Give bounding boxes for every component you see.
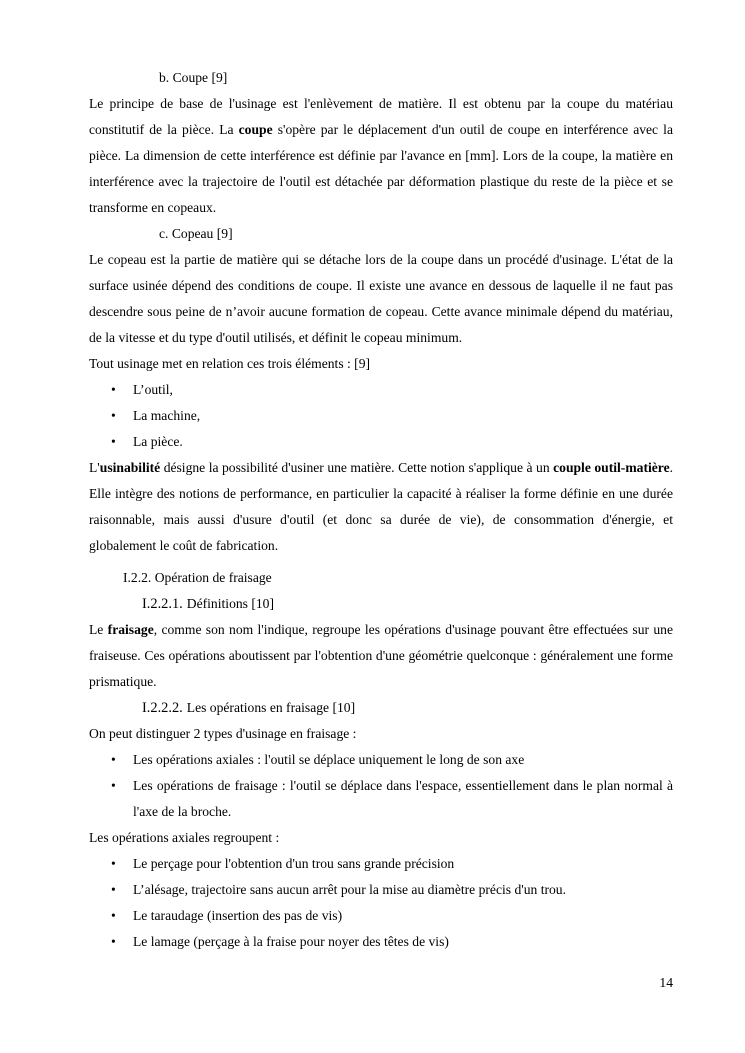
term-couple-outil-matiere: couple outil-matière	[553, 460, 670, 475]
page-number: 14	[659, 975, 673, 990]
heading-operation-fraisage: I.2.2. Opération de fraisage	[123, 570, 272, 585]
heading-number: I.2.2.2.	[142, 700, 183, 716]
list-item: • L’alésage, trajectoire sans aucun arrêt pour la mise au diamètre précis d'un trou.	[89, 877, 673, 903]
list-item: • L’outil,	[89, 377, 673, 403]
heading-number: I.2.2.1.	[142, 596, 183, 612]
paragraph-coupe: Le principe de base de l'usinage est l'enlèvement de matière. Il est obtenu par la coupe du matériau constitutif de la pièce. La coupe s'opère par le déplacement d'un outil de coupe en interférence avec la pièce. La dimension de cette interférence est définie par l'avance en [mm]. Lors de la coupe, la matière en interférence avec la trajectoire de l'outil est détachée par déformation plastique du reste de la pièce et se transforme en copeaux.	[89, 96, 673, 215]
page-body	[89, 65, 673, 955]
list-item: • La machine,	[89, 403, 673, 429]
term-usinabilite: usinabilité	[99, 460, 161, 475]
heading-copeau: c. Copeau [9]	[159, 226, 233, 241]
list-item: • La pièce.	[89, 429, 673, 455]
list-item: • Les opérations axiales : l'outil se déplace uniquement le long de son axe	[89, 747, 673, 773]
heading-definitions: I.2.2.1. Définitions [10]	[142, 596, 274, 612]
paragraph-types-usinage: On peut distinguer 2 types d'usinage en fraisage :	[89, 726, 357, 741]
elements-list	[89, 377, 673, 455]
list-item: • Les opérations de fraisage : l'outil se déplace dans l'espace, essentiellement dans le plan normal à l'axe de la broche.	[89, 773, 673, 825]
list-item: • Le taraudage (insertion des pas de vis)	[89, 903, 673, 929]
heading-operations-fraisage: I.2.2.2. Les opérations en fraisage [10]	[142, 700, 356, 716]
paragraph-usinabilite: L'usinabilité désigne la possibilité d'usiner une matière. Cette notion s'applique à un couple outil-matière. Elle intègre des notions de performance, en particulier la capacité à réaliser la forme définie en une durée raisonnable, mais aussi d'usure d'outil (et donc sa durée de vie), de consommation d'énergie, et globalement le coût de fabrication.	[89, 460, 674, 553]
term-coupe: coupe	[238, 122, 273, 137]
paragraph-fraisage: Le fraisage, comme son nom l'indique, regroupe les opérations d'usinage pouvant être effectuées sur une fraiseuse. Ces opérations aboutissent par l'obtention d'une géométrie quelconque : généralement une forme prismatique.	[89, 622, 673, 689]
heading-coupe: b. Coupe [9]	[159, 70, 228, 85]
list-item: • Le perçage pour l'obtention d'un trou sans grande précision	[89, 851, 673, 877]
term-fraisage: fraisage	[107, 622, 154, 637]
types-list	[89, 747, 673, 825]
paragraph-operations-axiales: Les opérations axiales regroupent :	[89, 830, 280, 845]
paragraph-copeau: Le copeau est la partie de matière qui se détache lors de la coupe dans un procédé d'usinage. L'état de la surface usinée dépend des conditions de coupe. Il existe une avance en dessous de laquelle il ne faut pas descendre sous peine de n’avoir aucune formation de copeau. Cette avance minimale dépend du matériau, de la vitesse et du type d'outil utilisés, et définit le copeau minimum.	[89, 252, 673, 345]
paragraph-elements-intro: Tout usinage met en relation ces trois éléments : [9]	[89, 356, 371, 371]
axial-operations-list	[89, 851, 673, 955]
list-item: • Le lamage (perçage à la fraise pour noyer des têtes de vis)	[89, 929, 673, 955]
